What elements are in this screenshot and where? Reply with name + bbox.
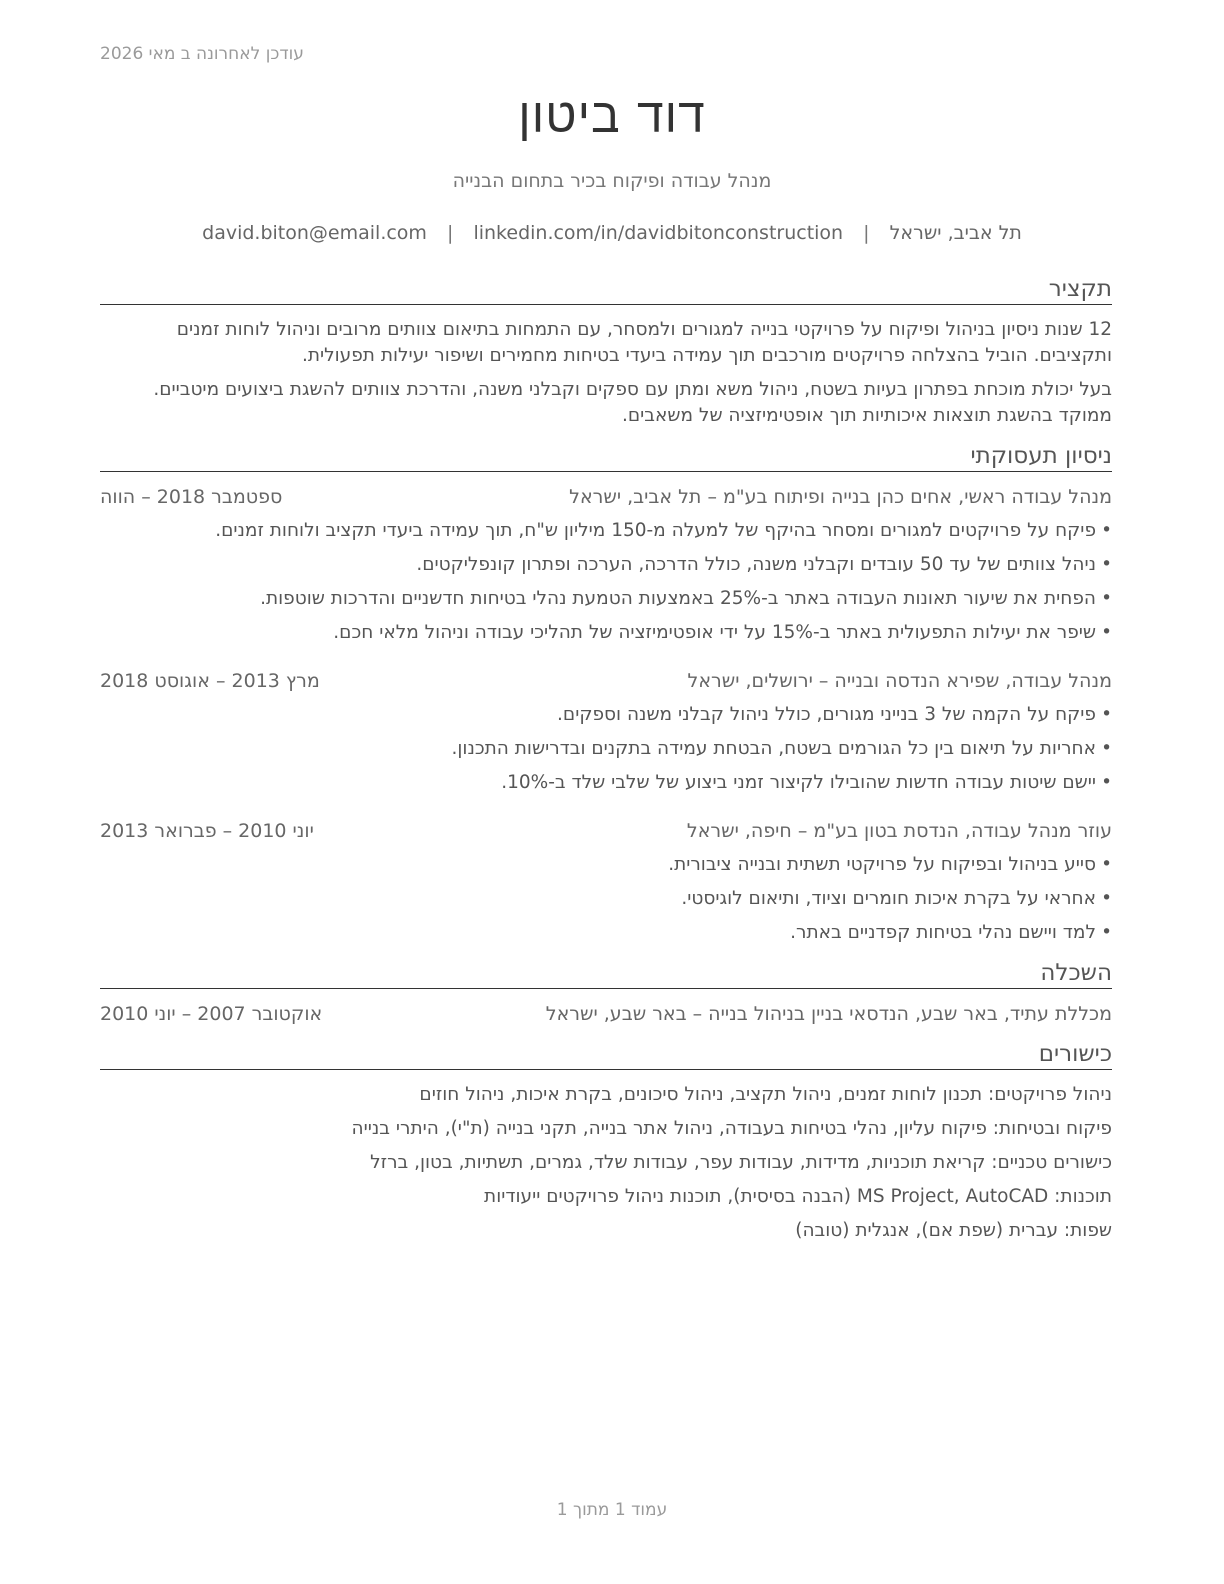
experience-section [100,443,1112,946]
contact-location: תל אביב, ישראל [889,222,1022,244]
job-header [100,484,1112,510]
skills-line: פיקוח ובטיחות: פיקוח עליון, נהלי בטיחות בעבודה, ניהול אתר בנייה, תקני בנייה (ת"י), היתרי בנייה [351,1118,1112,1139]
section-title-experience: ניסיון תעסוקתי [100,443,1112,472]
job-header [100,668,1112,694]
skills-line: כישורים טכניים: קריאת תוכניות, מדידות, עבודות עפר, עבודות שלד, גמרים, תשתיות, בטון, ברזל [370,1152,1112,1173]
skills-line: שפות: עברית (שפת אם), אנגלית (טובה) [795,1220,1112,1241]
education-header [100,1001,1112,1027]
job-bullet: • סייע בניהול ובפיקוח על פרויקטי תשתית ובנייה ציבורית. [100,852,1112,878]
education-entry [100,1001,1112,1027]
education-dates: אוקטובר 2007 – יוני 2010 [100,1003,323,1025]
job-bullet: • למד ויישם נהלי בטיחות קפדניים באתר. [100,920,1112,946]
contact-linkedin[interactable]: linkedin.com/in/davidbitonconstruction [473,222,844,244]
job-bullets [100,852,1112,946]
summary-paragraph: 12 שנות ניסיון בניהול ופיקוח על פרויקטי בנייה למגורים ולמסחר, עם התמחות בתיאום צוותים מרובים וניהול לוחות זמנים ותקציבים. הוביל בהצלחה פרויקטים מורכבים תוך עמידה ביעדי בטיחות מחמירים ושיפור יעילות תפעולית. [176,319,1112,366]
job-dates: מרץ 2013 – אוגוסט 2018 [100,670,320,692]
job-bullet: • אחראי על בקרת איכות חומרים וציוד, ותיאום לוגיסטי. [100,886,1112,912]
job-role: מנהל עבודה, שפירא הנדסה ובנייה – ירושלים, ישראל [687,670,1112,692]
job-role: מנהל עבודה ראשי, אחים כהן בנייה ופיתוח בע"מ – תל אביב, ישראל [569,486,1112,508]
candidate-tagline: מנהל עבודה ופיקוח בכיר בתחום הבנייה [452,170,772,192]
section-title-summary: תקציר [100,276,1112,305]
job-dates: ספטמבר 2018 – הווה [100,486,283,508]
job-bullet: • שיפר את יעילות התפעולית באתר ב-15% על ידי אופטימיזציה של תהליכי עבודה וניהול מלאי חכם. [100,620,1112,646]
contact-separator: | [447,222,454,244]
contact-line [0,222,1224,244]
job-bullet: • יישם שיטות עבודה חדשות שהובילו לקיצור זמני ביצוע של שלבי שלד ב-10%. [100,770,1112,796]
skills-line: ניהול פרויקטים: תכנון לוחות זמנים, ניהול תקציב, ניהול סיכונים, בקרת איכות, ניהול חוזים [419,1084,1112,1105]
education-text: מכללת עתיד, באר שבע, הנדסאי בניין בניהול בנייה – באר שבע, ישראל [545,1003,1112,1025]
job-bullet: • פיקח על הקמה של 3 בנייני מגורים, כולל ניהול קבלני משנה וספקים. [100,702,1112,728]
job-bullet: • אחריות על תיאום בין כל הגורמים בשטח, הבטחת עמידה בתקנים ובדרישות התכנון. [100,736,1112,762]
skills-section [100,1041,1112,1244]
contact-email[interactable]: david.biton@email.com [202,222,427,244]
section-title-education: השכלה [100,960,1112,989]
job-bullets [100,702,1112,796]
job-bullet: • ניהל צוותים של עד 50 עובדים וקבלני משנה, כולל הדרכה, הערכה ופתרון קונפליקטים. [100,552,1112,578]
section-title-skills: כישורים [100,1041,1112,1070]
candidate-name: דוד ביטון [518,88,706,144]
summary-paragraph: בעל יכולת מוכחת בפתרון בעיות בשטח, ניהול משא ומתן עם ספקים וקבלני משנה, והדרכת צוותים להשגת ביצועים מיטביים. ממוקד בהשגת תוצאות איכותיות תוך אופטימיזציה של משאבים. [153,379,1112,426]
job-header [100,818,1112,844]
education-section [100,960,1112,1027]
job-role: עוזר מנהל עבודה, הנדסת בטון בע"מ – חיפה, ישראל [686,820,1112,842]
last-updated-note: עודכן לאחרונה ב מאי 2026 [100,44,304,64]
job-bullet: • פיקח על פרויקטים למגורים ומסחר בהיקף של למעלה מ-150 מיליון ש"ח, תוך עמידה ביעדי תקציב ולוחות זמנים. [100,518,1112,544]
skills-line: תוכנות: MS Project, AutoCAD (הבנה בסיסית), תוכנות ניהול פרויקטים ייעודיות [484,1186,1112,1207]
job-bullet: • הפחית את שיעור תאונות העבודה באתר ב-25% באמצעות הטמעת נהלי בטיחות חדשניים והדרכות שוטפות. [100,586,1112,612]
job-entry [100,484,1112,646]
resume-content [100,276,1112,1244]
contact-separator: | [863,222,870,244]
page-footer: עמוד 1 מתוך 1 [556,1500,668,1520]
job-bullets [100,518,1112,646]
job-entry [100,818,1112,946]
job-entry [100,668,1112,796]
summary-section [100,276,1112,429]
job-dates: יוני 2010 – פברואר 2013 [100,820,314,842]
